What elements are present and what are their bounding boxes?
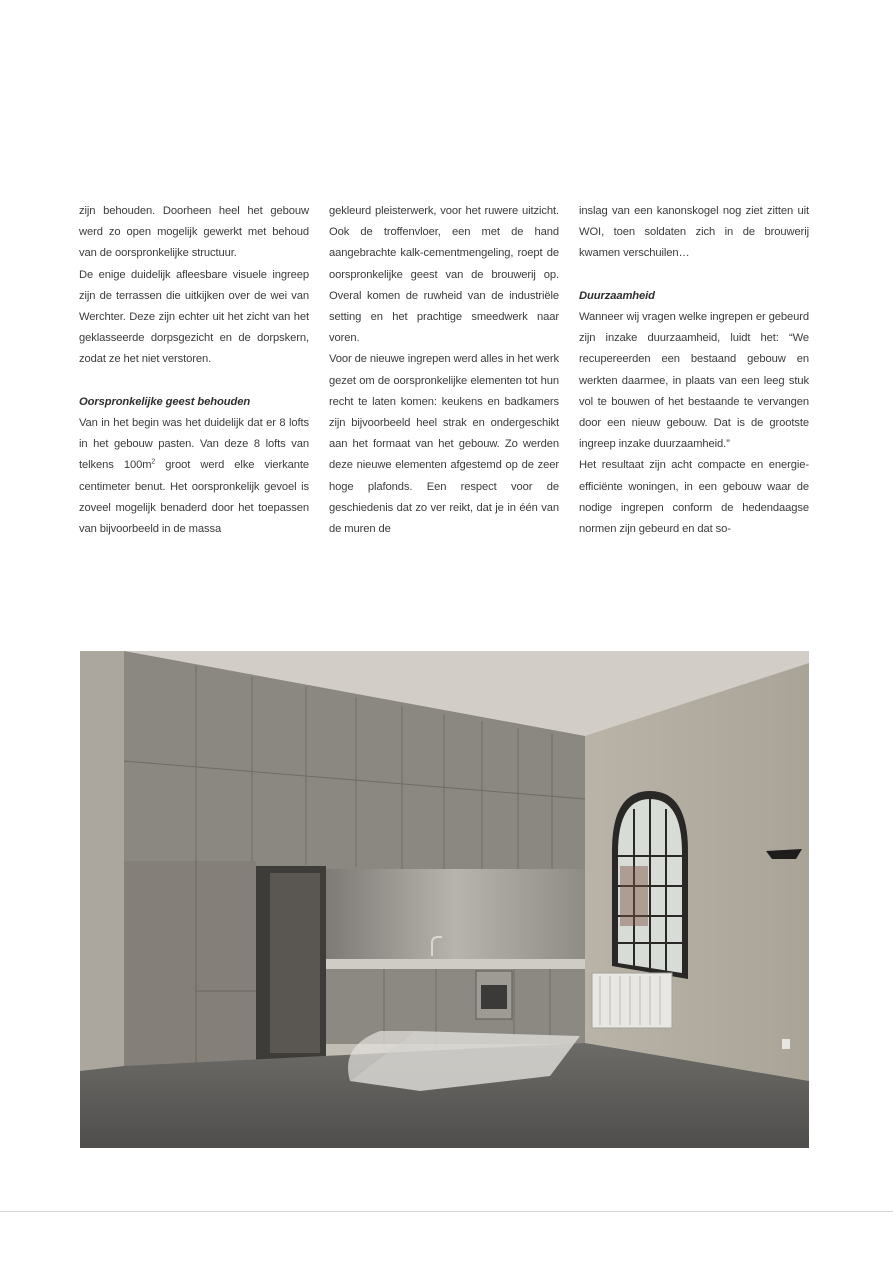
- paragraph-text: groot werd elke vierkante centimeter benut. Het oorspronkelijk gevoel is zoveel mogelijk benaderd door het toepassen van bijvoorbeeld in de massa: [79, 459, 310, 536]
- paragraph: gekleurd pleisterwerk, voor het ruwere uitzicht. Ook de troffenvloer, een met de hand aangebrachte kalk-cementmengeling, roept de oorspronkelijke geest van de brouwerij op. Overal komen de ruwheid van de industriële setting en het prachtige smeedwerk naar voren.: [329, 205, 559, 345]
- loft-kitchen-photo: [80, 651, 809, 1148]
- paragraph-text: Van in het begin was het duidelijk dat er 8 lofts in het gebouw pasten. Van deze 8 lofts van telkens 100m: [79, 417, 309, 472]
- footer-divider: [0, 1211, 893, 1212]
- text-column-2: [329, 201, 559, 540]
- section-heading: Oorspronkelijke geest behouden: [79, 395, 251, 408]
- paragraph: Voor de nieuwe ingrepen werd alles in het werk gezet om de oorspronkelijke elementen tot hun recht te laten komen: keukens en badkamers zijn bijvoorbeeld heel strak en ondergeschikt aan het formaat van het gebouw. Zo werden deze nieuwe elementen afgestemd op de zeer hoge plafonds. Een respect voor de geschiedenis dat zo ver reikt, dat je in één van de muren de: [329, 353, 559, 536]
- paragraph: Het resultaat zijn acht compacte en energie-efficiënte woningen, in een gebouw waar de nodige ingrepen conform de hedendaagse normen zijn gebeurd en dat so-: [579, 459, 809, 536]
- paragraph-spacer: [79, 371, 309, 392]
- text-column-3: [579, 201, 809, 540]
- paragraph: De enige duidelijk afleesbare visuele ingreep zijn de terrassen die uitkijken over de wei van Werchter. Deze zijn echter uit het zicht van het geklasseerde dorpsgezicht en de dorpskern, zodat ze het niet verstoren.: [79, 268, 309, 366]
- superscript: 2: [151, 458, 156, 466]
- paragraph: inslag van een kanonskogel nog ziet zitten uit WOI, toen soldaten zich in de brouwerij kwamen verschuilen…: [579, 205, 809, 260]
- paragraph-spacer: [579, 265, 809, 286]
- paragraph: zijn behouden. Doorheen heel het gebouw werd zo open mogelijk gewerkt met behoud van de oorspronkelijke structuur.: [79, 205, 309, 260]
- section-heading: Duurzaamheid: [579, 289, 655, 302]
- text-column-1: [79, 201, 309, 540]
- paragraph: [79, 413, 309, 540]
- paragraph: Wanneer wij vragen welke ingrepen er gebeurd zijn inzake duurzaamheid, luidt het: “We recupereerden een bestaand gebouw en werkten daarmee, in plaats van een leeg stuk vol te bouwen of het bestaande te vervangen door een nieuw gebouw. Dat is de grootste ingreep inzake duurzaamheid.”: [579, 311, 809, 451]
